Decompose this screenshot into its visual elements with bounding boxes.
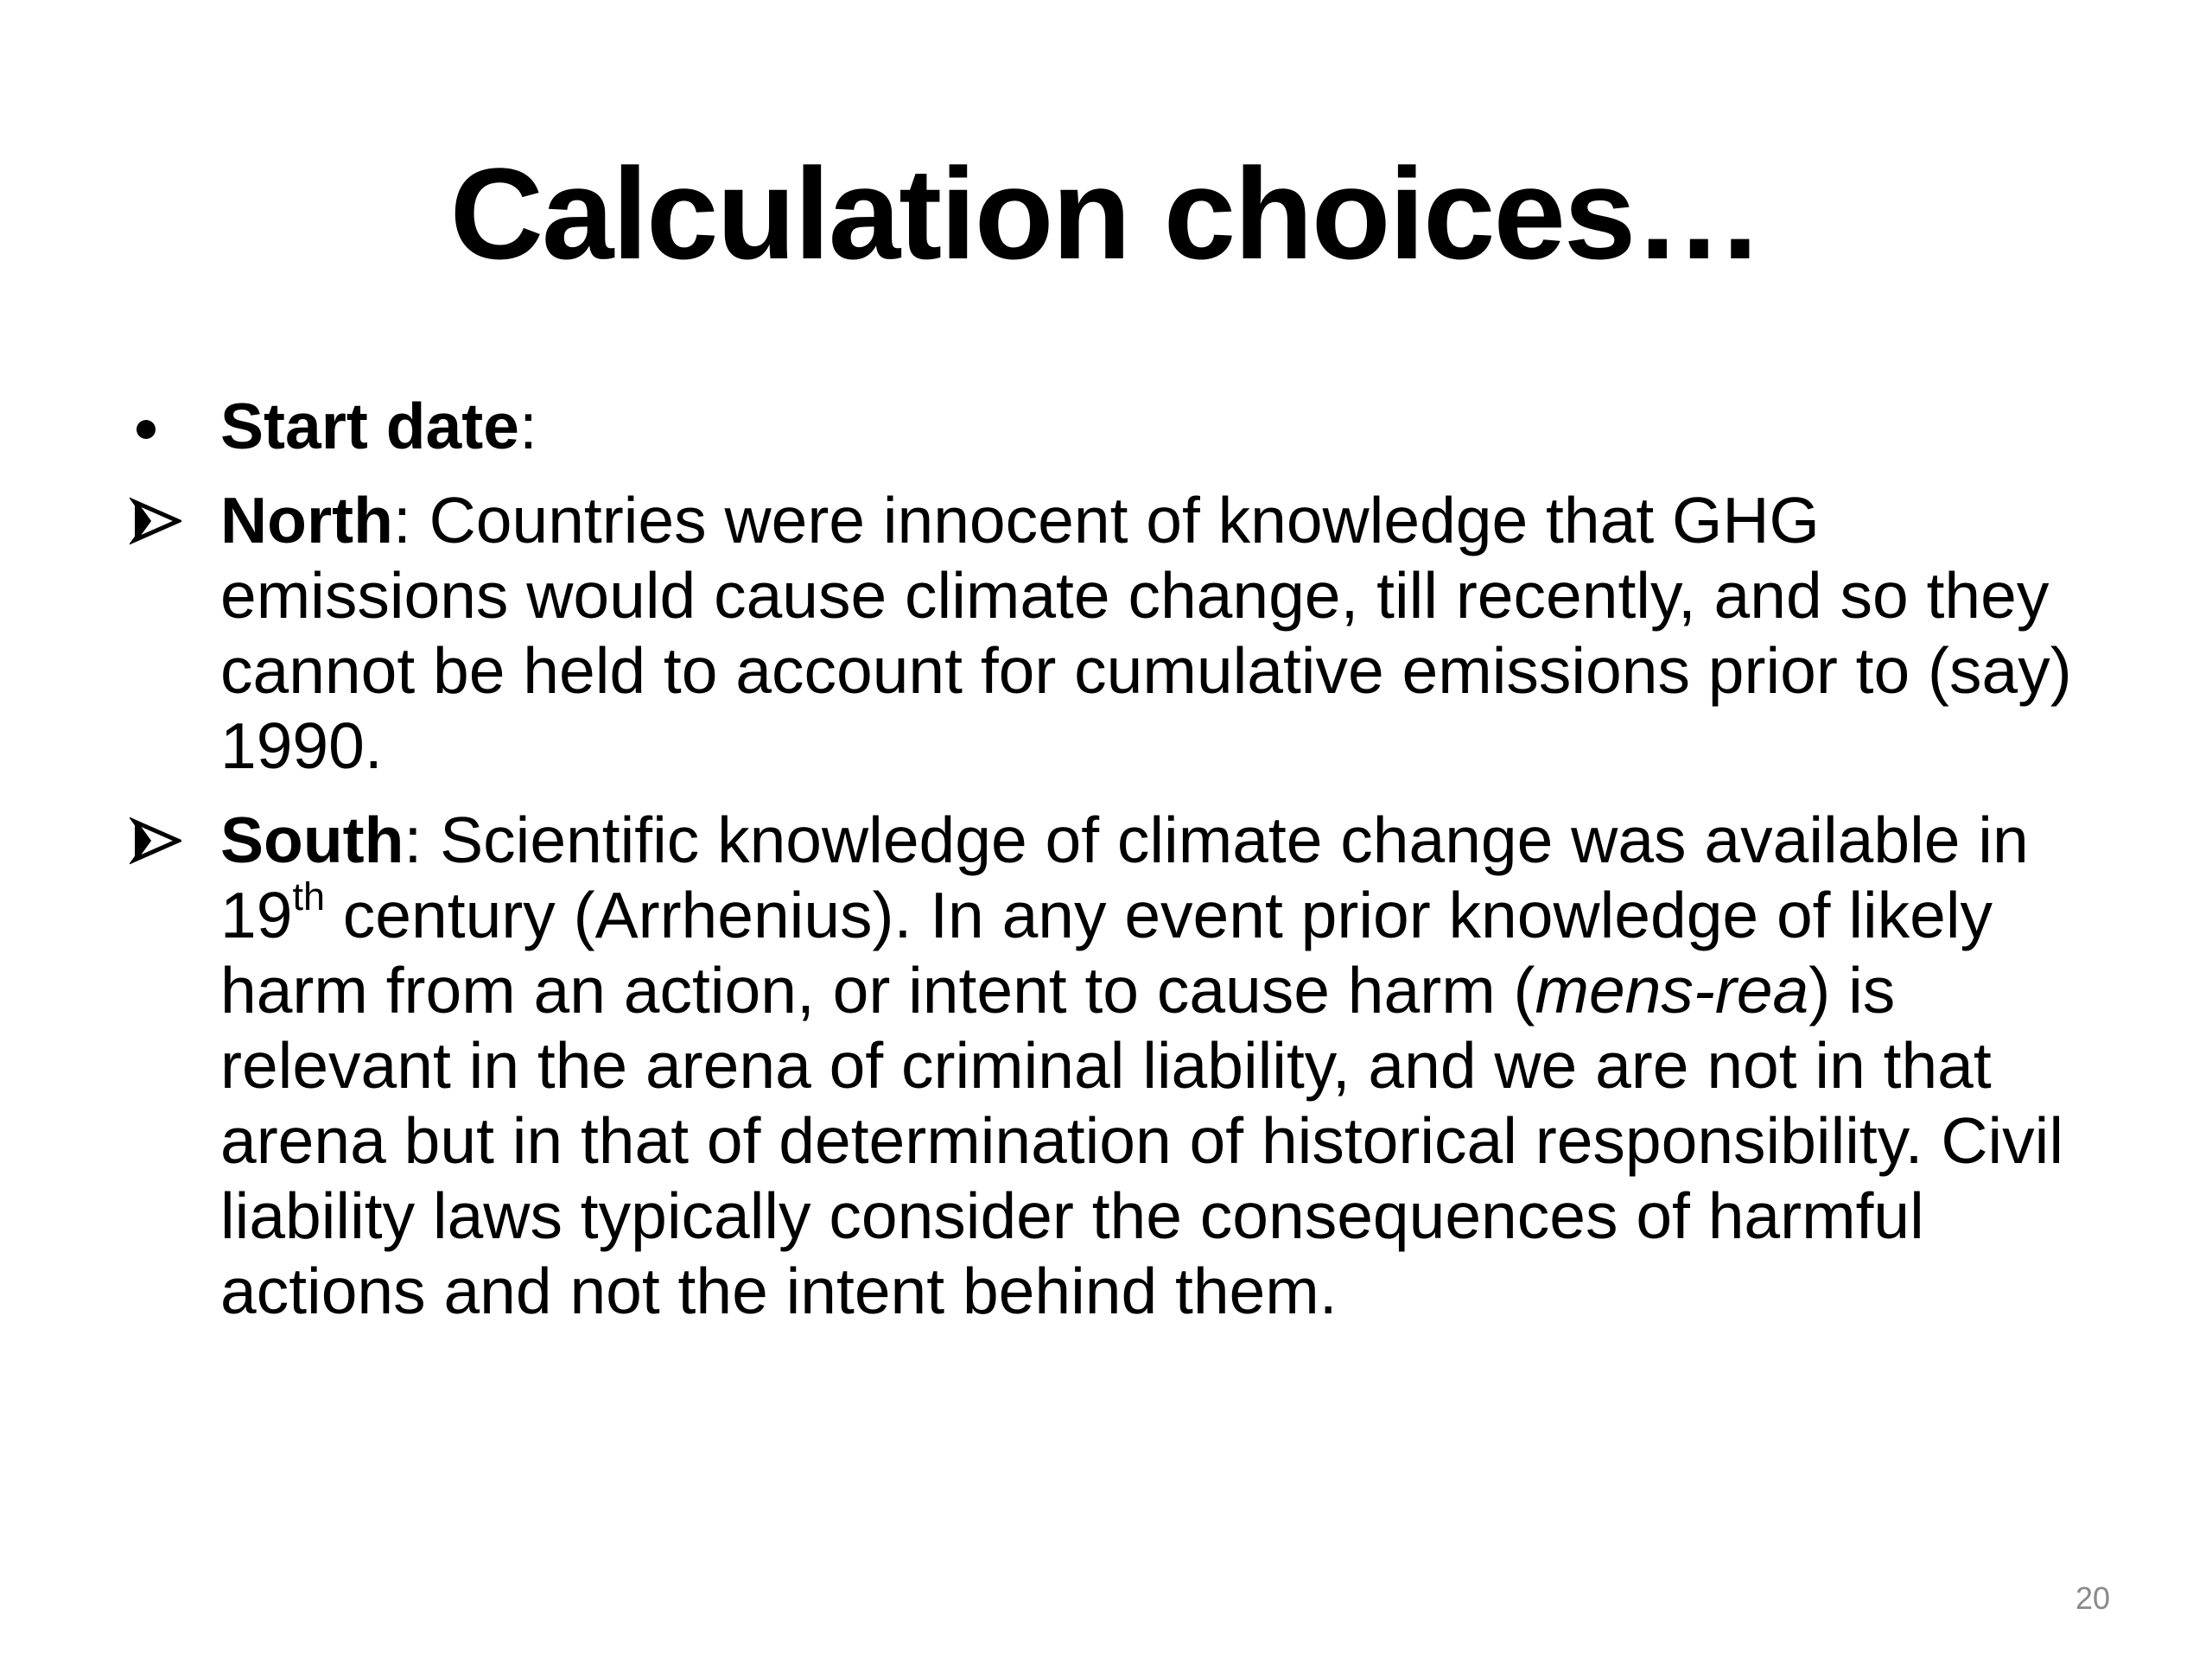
arrow-icon xyxy=(130,483,199,558)
bullet-colon: : xyxy=(518,390,537,462)
arrow-icon xyxy=(130,803,199,878)
bullet-label: North xyxy=(220,484,393,556)
italic-term: mens-rea xyxy=(1535,954,1809,1027)
bullet-text: : Countries were innocent of knowledge that GHG emissions would cause climate change, till recently, and so they cannot be held to account for cumulative emissions prior to (say) 1990. xyxy=(220,484,2072,782)
bullet-text-part-3: ) is relevant in the arena of criminal liability, and we are not in that arena but in that of determination of historical responsibility. Civil liability laws typically consider the consequences of harmful actions and not the intent behind them. xyxy=(220,954,2063,1327)
bullet-label: Start date xyxy=(220,390,519,462)
slide-title: Calculation choices… xyxy=(449,141,1763,286)
bullet-label: South xyxy=(220,804,404,876)
bullet-text-part-1: : Scientific knowledge of climate change was available in 19 xyxy=(220,804,2029,951)
bullet-text-part-2: century (Arrhenius). In any event prior knowledge of likely harm from an action, or intent to cause harm ( xyxy=(220,879,1993,1027)
superscript-th: th xyxy=(292,874,325,918)
bullet-north xyxy=(130,483,2117,784)
bullet-south xyxy=(130,803,2117,1329)
bullet-dot-icon xyxy=(130,389,199,464)
bullet-start-date xyxy=(130,389,2117,464)
slide-body xyxy=(130,389,2117,1329)
page-number: 20 xyxy=(2075,1580,2110,1616)
